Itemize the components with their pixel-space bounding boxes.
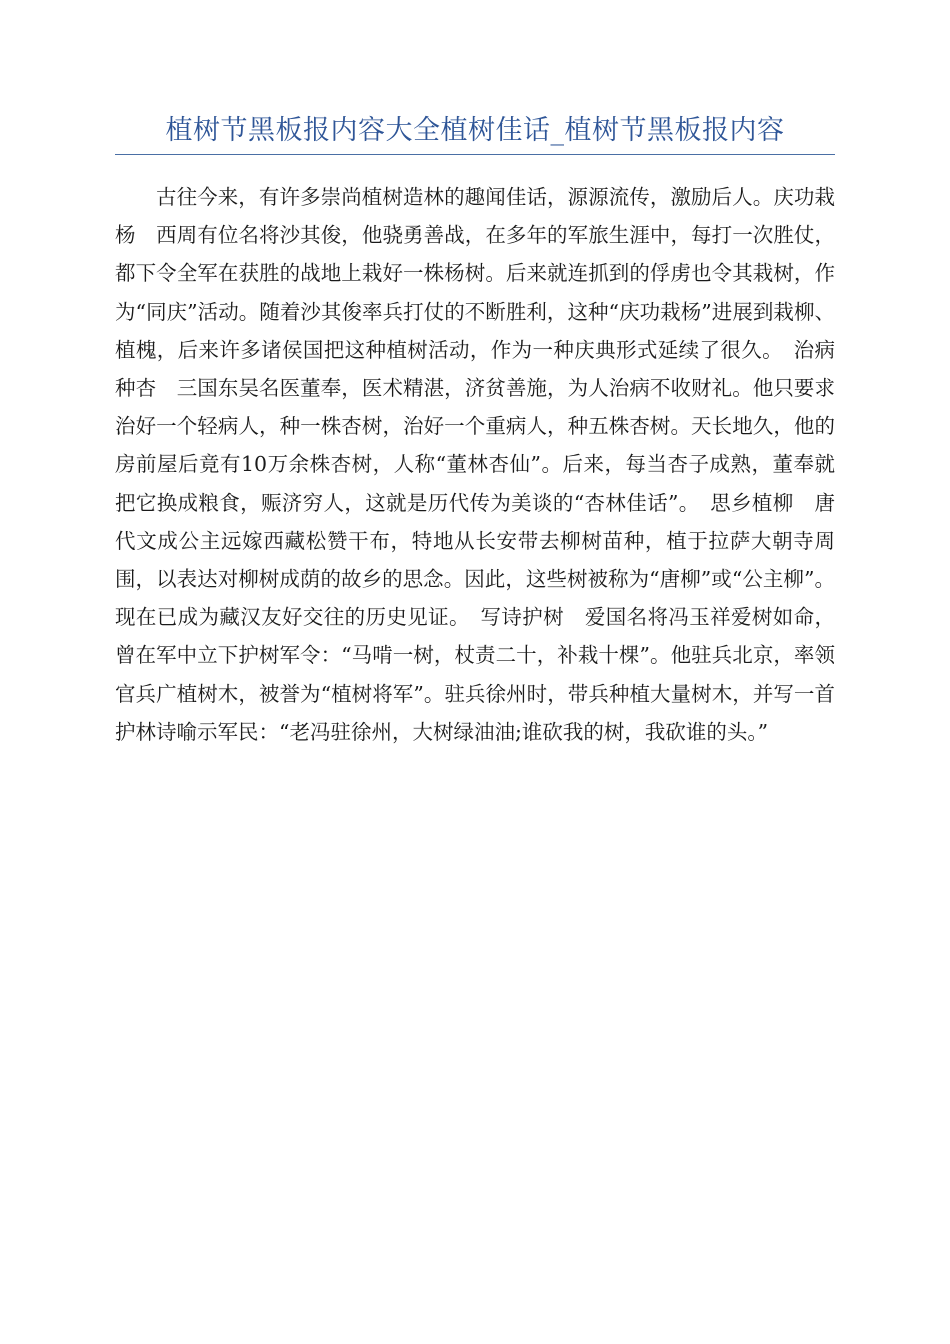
title-block [115, 112, 835, 155]
body-paragraph: 古往今来，有许多崇尚植树造林的趣闻佳话，源源流传，激励后人。庆功栽杨 西周有位名将沙其俊，他骁勇善战，在多年的军旅生涯中，每打一次胜仗，都下令全军在获胜的战地上栽好一株杨树。后来就连抓到的俘虏也令其栽树，作为“同庆”活动。随着沙其俊率兵打仗的不断胜利，这种“庆功栽杨”进展到栽柳、植槐，后来许多诸侯国把这种植树活动，作为一种庆典形式延续了很久。 治病种杏 三国东吴名医董奉，医术精湛，济贫善施，为人治病不收财礼。他只要求治好一个轻病人，种一株杏树，治好一个重病人，种五株杏树。天长地久，他的房前屋后竟有10万余株杏树，人称“董林杏仙”。后来，每当杏子成熟，董奉就把它换成粮食，赈济穷人，这就是历代传为美谈的“杏林佳话”。 思乡植柳 唐代文成公主远嫁西藏松赞干布，特地从长安带去柳树苗种，植于拉萨大朝寺周围，以表达对柳树成荫的故乡的思念。因此，这些树被称为“唐柳”或“公主柳”。现在已成为藏汉友好交往的历史见证。 写诗护树 爱国名将冯玉祥爱树如命，曾在军中立下护树军令：“马啃一树，杖责二十，补栽十棵”。他驻兵北京，率领官兵广植树木，被誉为“植树将军”。驻兵徐州时，带兵种植大量树木，并写一首护林诗喻示军民：“老冯驻徐州，大树绿油油;谁砍我的树，我砍谁的头。” [115, 185, 835, 744]
document-title: 植树节黑板报内容大全植树佳话_植树节黑板报内容 [165, 115, 785, 146]
